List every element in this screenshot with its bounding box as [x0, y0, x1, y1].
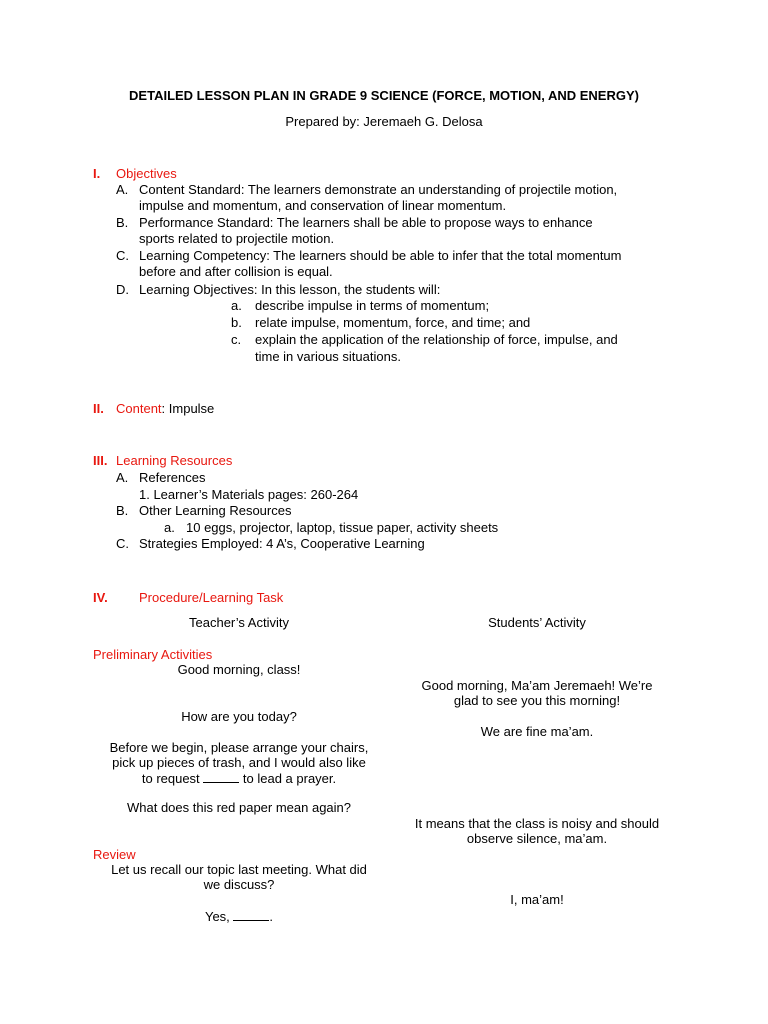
objective-a-letter: A.: [116, 182, 129, 197]
sub-objective-b-letter: b.: [231, 315, 242, 330]
resources-c-text: Strategies Employed: 4 A’s, Cooperative Learning: [139, 536, 425, 551]
objective-b-letter: B.: [116, 215, 129, 230]
student-line-4a: It means that the class is noisy and should: [414, 816, 660, 831]
student-line-1b: glad to see you this morning!: [453, 693, 621, 708]
teacher-line-3c: [93, 770, 385, 787]
teacher-line-1: Good morning, class!: [177, 662, 301, 677]
content-text: : Impulse: [161, 401, 215, 416]
preliminary-activities-label: Preliminary Activities: [93, 647, 213, 662]
resources-c-letter: C.: [116, 536, 129, 551]
objective-a-line1: Content Standard: The learners demonstrate an understanding of projectile motion,: [139, 182, 618, 197]
resources-b-sub-letter: a.: [164, 520, 175, 535]
document-title: DETAILED LESSON PLAN IN GRADE 9 SCIENCE (FORCE, MOTION, AND ENERGY): [129, 88, 639, 103]
resources-b-text: Other Learning Resources: [139, 503, 292, 518]
sub-objective-c-line2: time in various situations.: [255, 349, 401, 364]
teacher-line-3a: Before we begin, please arrange your chairs,: [109, 740, 369, 755]
teacher-line-3c-end: to lead a prayer.: [239, 771, 337, 786]
answer-blank: [233, 908, 269, 921]
teacher-line-4: What does this red paper mean again?: [126, 800, 352, 815]
teacher-line-6: [93, 908, 385, 925]
sub-objective-a-text: describe impulse in terms of momentum;: [255, 298, 490, 313]
sub-objective-c-line1: explain the application of the relationship of force, impulse, and: [255, 332, 618, 347]
resources-b-sub: 10 eggs, projector, laptop, tissue paper, activity sheets: [186, 520, 499, 535]
objectives-number: I.: [93, 166, 101, 181]
procedure-number: IV.: [93, 590, 108, 605]
teacher-line-3b: pick up pieces of trash, and I would also like: [112, 755, 366, 770]
prayer-blank: [203, 770, 239, 783]
resources-b-letter: B.: [116, 503, 129, 518]
teacher-line-5a: Let us recall our topic last meeting. What did: [111, 862, 367, 877]
resources-a-sub: 1. Learner’s Materials pages: 260-264: [139, 487, 359, 502]
student-line-4b: observe silence, ma’am.: [466, 831, 608, 846]
prepared-by: Prepared by: Jeremaeh G. Delosa: [285, 114, 483, 129]
teacher-line-6-end: .: [269, 909, 274, 924]
objective-c-line2: before and after collision is equal.: [139, 264, 333, 279]
sub-objective-c-letter: c.: [231, 332, 242, 347]
objective-b-line1: Performance Standard: The learners shall be able to propose ways to enhance: [139, 215, 593, 230]
resources-number: III.: [93, 453, 108, 468]
sub-objective-a-letter: a.: [231, 298, 242, 313]
objective-c-line1: Learning Competency: The learners should be able to infer that the total momentum: [139, 248, 622, 263]
teacher-line-6-start: Yes,: [204, 909, 234, 924]
student-line-5: I, ma’am!: [510, 892, 564, 907]
objective-b-line2: sports related to projectile motion.: [139, 231, 335, 246]
procedure-heading: Procedure/Learning Task: [139, 590, 284, 605]
content-number: II.: [93, 401, 104, 416]
objective-c-letter: C.: [116, 248, 129, 263]
objective-d-letter: D.: [116, 282, 129, 297]
resources-heading: Learning Resources: [116, 453, 233, 468]
objectives-heading: Objectives: [116, 166, 177, 181]
resources-a-text: References: [139, 470, 206, 485]
teacher-line-5b: we discuss?: [203, 877, 275, 892]
sub-objective-b-text: relate impulse, momentum, force, and time; and: [255, 315, 531, 330]
objective-a-line2: impulse and momentum, and conservation of linear momentum.: [139, 198, 507, 213]
student-activity-header: Students’ Activity: [488, 615, 586, 630]
teacher-activity-header: Teacher’s Activity: [189, 615, 289, 630]
review-label: Review: [93, 847, 136, 862]
student-line-1a: Good morning, Ma’am Jeremaeh! We’re: [421, 678, 653, 693]
resources-a-letter: A.: [116, 470, 129, 485]
student-line-2: We are fine ma’am.: [480, 724, 594, 739]
teacher-line-2: How are you today?: [181, 709, 297, 724]
content-line: [116, 401, 214, 417]
teacher-line-3c-start: to request: [141, 771, 204, 786]
content-heading: Content: [116, 401, 162, 416]
objective-d-line1: Learning Objectives: In this lesson, the students will:: [139, 282, 441, 297]
